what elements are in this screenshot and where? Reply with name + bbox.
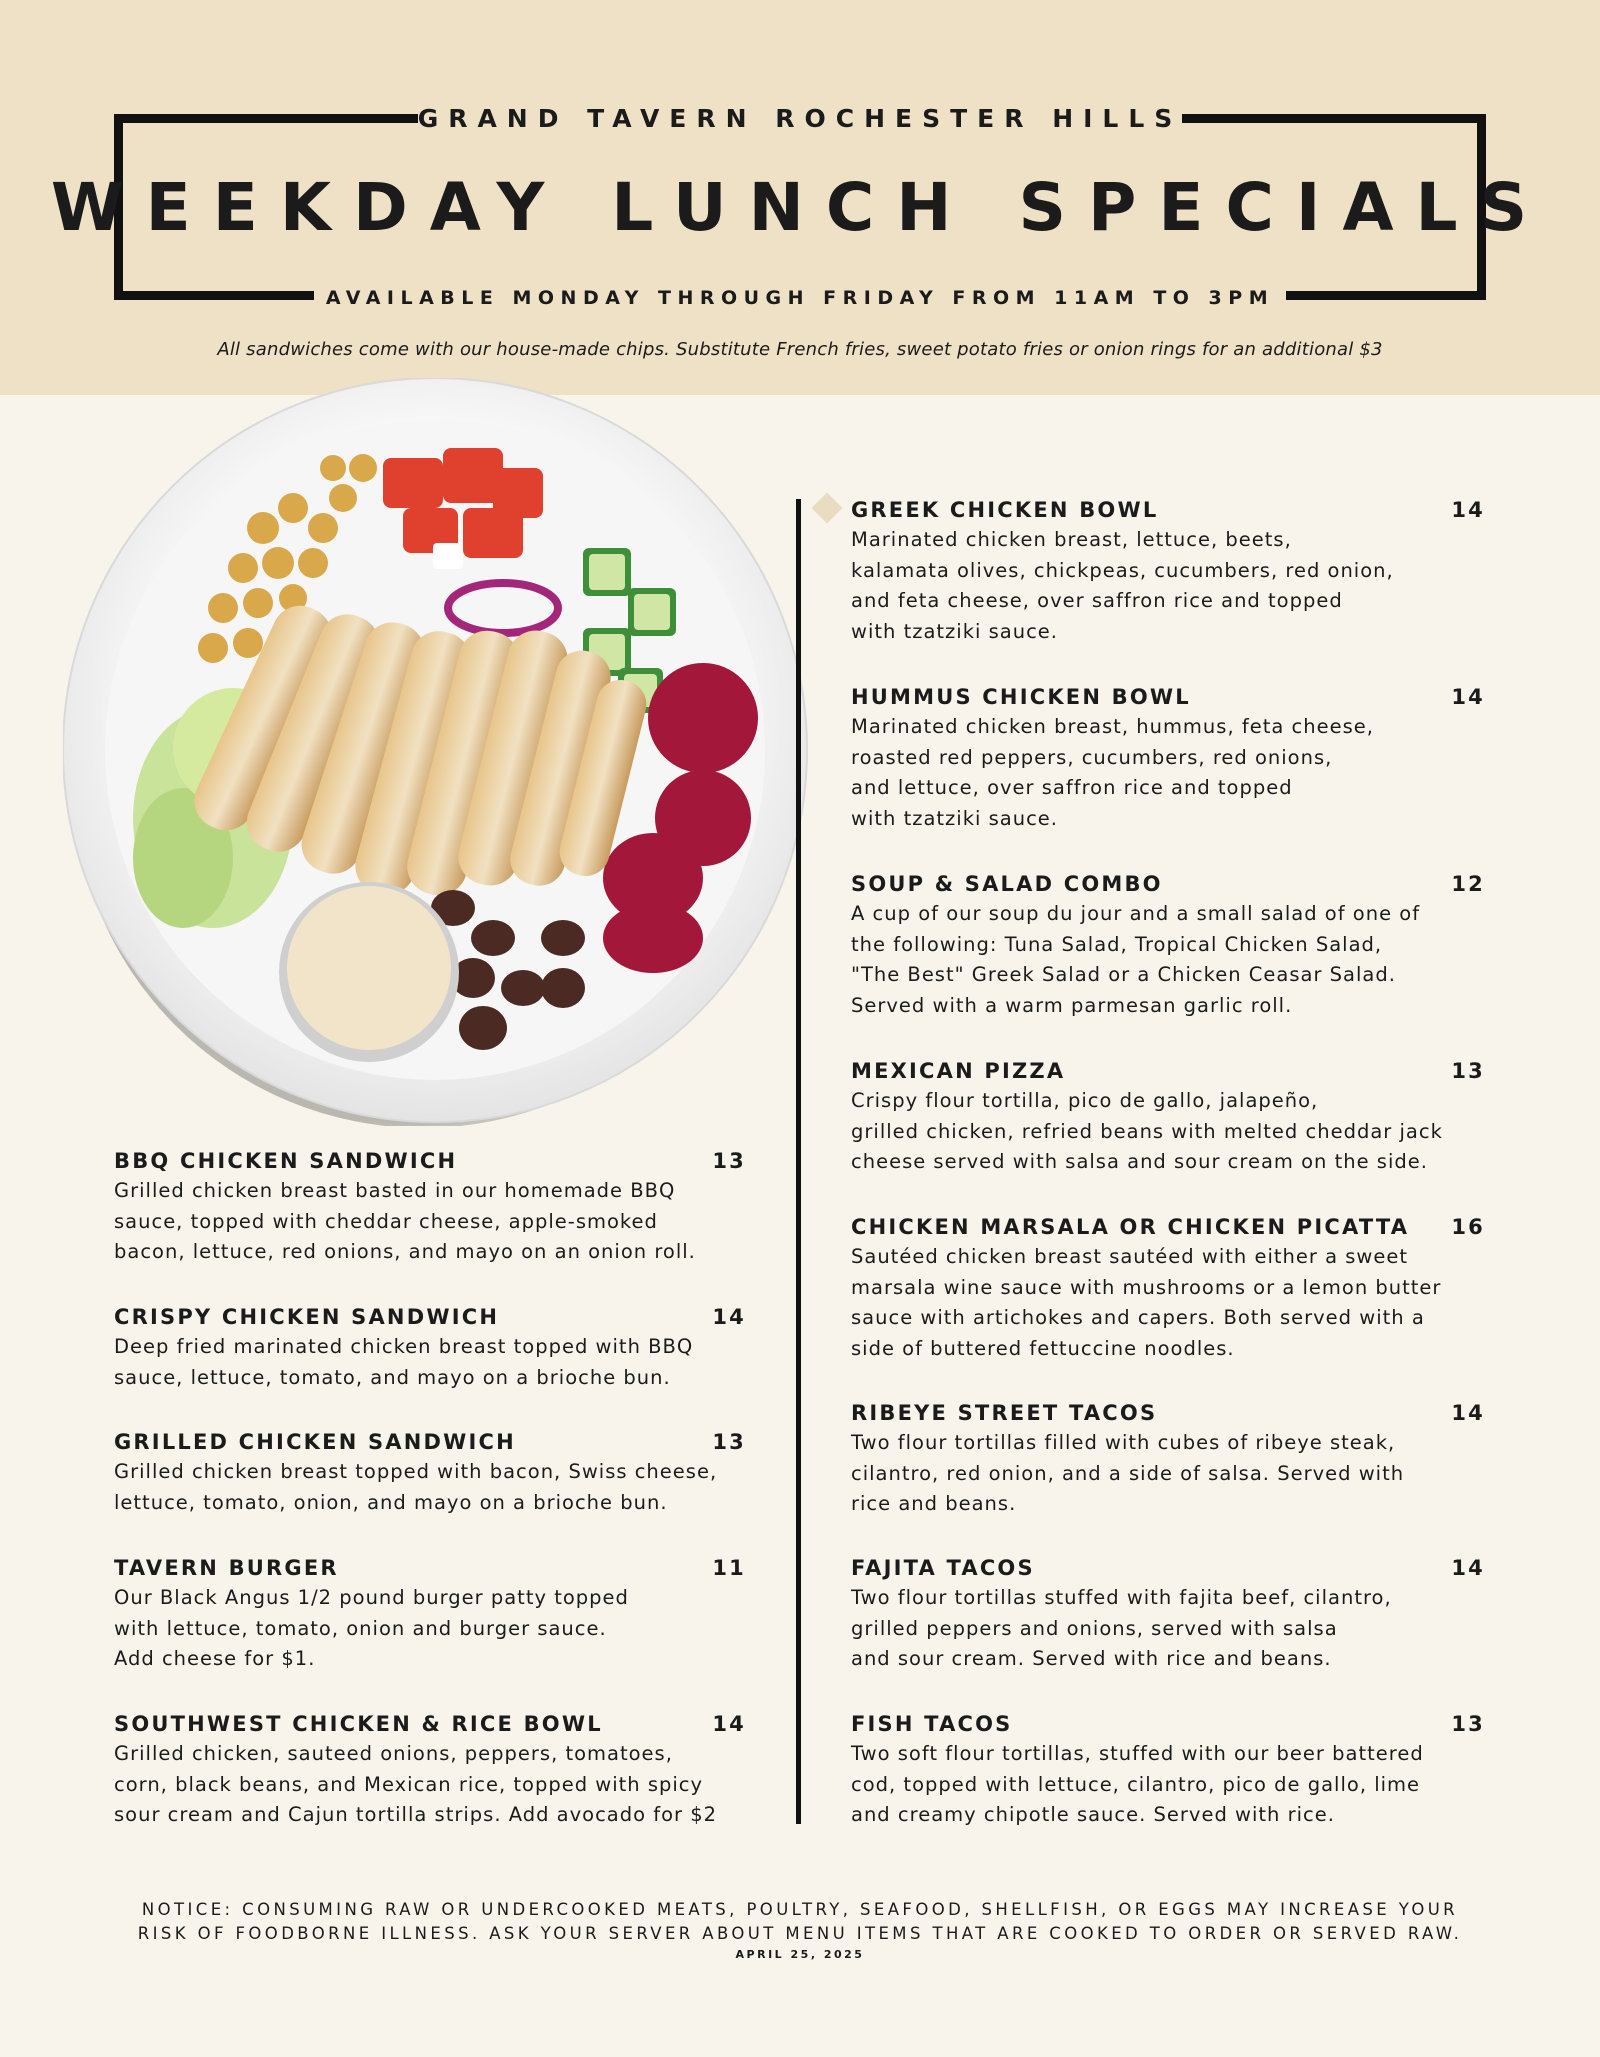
menu-item	[851, 495, 1485, 647]
item-price: 13	[712, 1430, 746, 1454]
item-name: SOUP & SALAD COMBO	[851, 872, 1163, 896]
menu-item	[114, 1302, 746, 1393]
item-description: Deep fried marinated chicken breast topped with BBQ sauce, lettuce, tomato, and mayo on a brioche bun.	[114, 1335, 694, 1389]
item-price: 13	[1451, 1059, 1485, 1083]
tzatziki-cup	[279, 882, 459, 1062]
menu-item	[851, 1709, 1485, 1831]
item-description: Grilled chicken breast topped with bacon, Swiss cheese, lettuce, tomato, onion, and mayo on a brioche bun.	[114, 1460, 718, 1514]
menu-date: APRIL 25, 2025	[735, 1948, 865, 1961]
page-title: WEEKDAY LUNCH SPECIALS	[50, 169, 1550, 246]
menu-item	[851, 869, 1485, 1021]
menu-item	[851, 1056, 1485, 1178]
item-price: 16	[1451, 1215, 1485, 1239]
menu-item	[114, 1146, 746, 1268]
item-price: 13	[712, 1149, 746, 1173]
item-description: Grilled chicken, sauteed onions, peppers, tomatoes, corn, black beans, and Mexican rice, topped with spicy sour cream and Cajun tortilla strips. Add avocado for $2	[114, 1742, 718, 1826]
item-name: CHICKEN MARSALA OR CHICKEN PICATTA	[851, 1215, 1410, 1239]
item-name: FAJITA TACOS	[851, 1556, 1035, 1580]
menu-item	[851, 1553, 1485, 1675]
item-name: TAVERN BURGER	[114, 1556, 339, 1580]
item-price: 14	[712, 1305, 746, 1329]
item-name: CRISPY CHICKEN SANDWICH	[114, 1305, 500, 1329]
feta	[433, 543, 463, 569]
item-price: 14	[1451, 1556, 1485, 1580]
item-description: Grilled chicken breast basted in our homemade BBQ sauce, topped with cheddar cheese, apple-smoked bacon, lettuce, red onions, and mayo on an onion roll.	[114, 1179, 696, 1263]
item-price: 12	[1451, 872, 1485, 896]
item-price: 11	[712, 1556, 746, 1580]
item-name: HUMMUS CHICKEN BOWL	[851, 685, 1191, 709]
item-description: Marinated chicken breast, hummus, feta cheese, roasted red peppers, cucumbers, red onions, and lettuce, over saffron rice and topped with tzatziki sauce.	[851, 715, 1374, 830]
item-description: Two flour tortillas filled with cubes of ribeye steak, cilantro, red onion, and a side of salsa. Served with rice and beans.	[851, 1431, 1405, 1515]
food-safety-notice: NOTICE: CONSUMING RAW OR UNDERCOOKED MEATS, POULTRY, SEAFOOD, SHELLFISH, OR EGGS MAY INCREASE YOUR RISK OF FOODBORNE ILLNESS. ASK YOUR SERVER ABOUT MENU ITEMS THAT ARE COOKED TO ORDER OR SERVED RAW.	[137, 1900, 1463, 1943]
availability-line: AVAILABLE MONDAY THROUGH FRIDAY FROM 11AM TO 3PM	[325, 287, 1275, 309]
item-description: Marinated chicken breast, lettuce, beets, kalamata olives, chickpeas, cucumbers, red onion, and feta cheese, over saffron rice and topped with tzatziki sauce.	[851, 528, 1394, 643]
greek-chicken-bowl-photo	[63, 378, 811, 1126]
item-description: A cup of our soup du jour and a small salad of one of the following: Tuna Salad, Tropical Chicken Salad, "The Best" Greek Salad or a Chicken Ceasar Salad. Served with a warm parmesan garlic roll.	[851, 902, 1421, 1017]
item-name: MEXICAN PIZZA	[851, 1059, 1066, 1083]
restaurant-name: GRAND TAVERN ROCHESTER HILLS	[417, 104, 1183, 133]
menu-item	[851, 1398, 1485, 1520]
item-description: Sautéed chicken breast sautéed with either a sweet marsala wine sauce with mushrooms or a lemon butter sauce with artichokes and capers. Both served with a side of buttered fettuccine noodles.	[851, 1245, 1442, 1360]
item-name: RIBEYE STREET TACOS	[851, 1401, 1158, 1425]
sides-note: All sandwiches come with our house-made chips. Substitute French fries, sweet potato fries or onion rings for an additional $3	[217, 339, 1383, 360]
item-name: GRILLED CHICKEN SANDWICH	[114, 1430, 516, 1454]
item-name: GREEK CHICKEN BOWL	[851, 498, 1159, 522]
menu-item	[851, 682, 1485, 834]
item-price: 13	[1451, 1712, 1485, 1736]
diamond-ornament	[811, 492, 842, 523]
item-description: Two soft flour tortillas, stuffed with our beer battered cod, topped with lettuce, cilantro, pico de gallo, lime and creamy chipotle sauce. Served with rice.	[851, 1742, 1424, 1826]
item-price: 14	[1451, 685, 1485, 709]
item-name: SOUTHWEST CHICKEN & RICE BOWL	[114, 1712, 603, 1736]
item-price: 14	[712, 1712, 746, 1736]
item-price: 14	[1451, 1401, 1485, 1425]
item-name: FISH TACOS	[851, 1712, 1013, 1736]
column-divider	[796, 499, 801, 1824]
item-description: Crispy flour tortilla, pico de gallo, jalapeño, grilled chicken, refried beans with melted cheddar jack cheese served with salsa and sour cream on the side.	[851, 1089, 1443, 1173]
item-description: Our Black Angus 1/2 pound burger patty topped with lettuce, tomato, onion and burger sauce. Add cheese for $1.	[114, 1586, 629, 1670]
menu-item	[114, 1553, 746, 1675]
menu-item	[851, 1212, 1485, 1364]
menu-item	[114, 1427, 746, 1518]
menu-item	[114, 1709, 746, 1831]
item-name: BBQ CHICKEN SANDWICH	[114, 1149, 458, 1173]
item-description: Two flour tortillas stuffed with fajita beef, cilantro, grilled peppers and onions, served with salsa and sour cream. Served with rice and beans.	[851, 1586, 1392, 1670]
item-price: 14	[1451, 498, 1485, 522]
